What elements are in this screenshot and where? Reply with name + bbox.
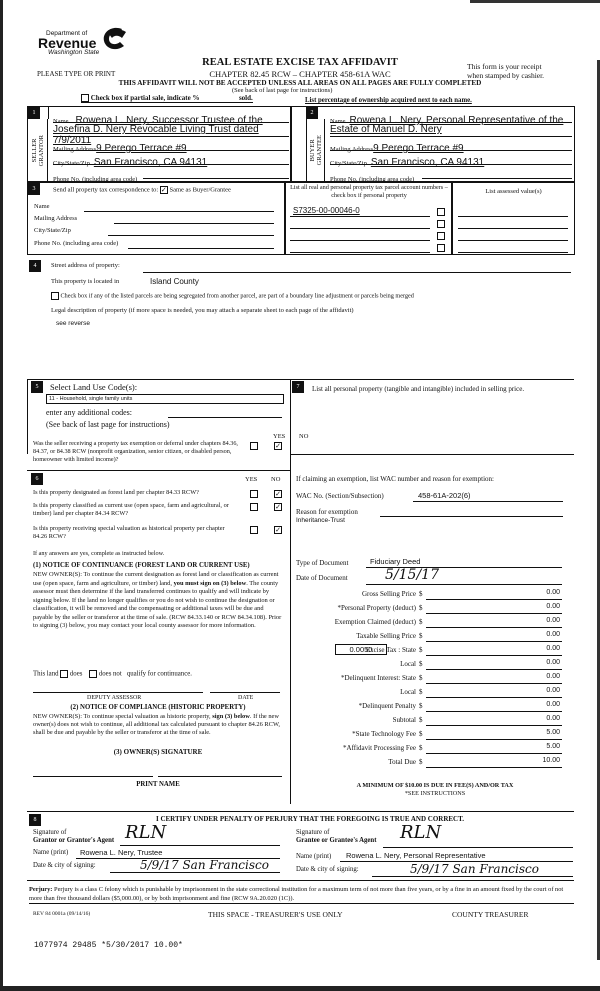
amount-row bbox=[296, 617, 566, 629]
amount-row bbox=[296, 659, 566, 671]
segregated-checkbox[interactable] bbox=[51, 292, 59, 300]
section-1-number: 1 bbox=[28, 107, 40, 119]
notice-continuance-text-b: . The county assessor must then determine if the land transferred continues to qualify and will indicate by signing below. If the land no longer qualifies or you do not wish to continue the designation or classification, it will be removed and the compensating or additional taxes will be due and payable by the seller or transferor at the time of sale. (RCW 84.33.140 or RCW 84.34.108). Prior to signing (3) below, you may contact your local county assessor for more information. bbox=[33, 579, 282, 629]
owner-signature-title: (3) OWNER(S) SIGNATURE bbox=[113, 748, 203, 756]
print-name-label: PRINT NAME bbox=[136, 781, 180, 788]
section-8-number: 8 bbox=[29, 814, 41, 826]
notice-compliance-text-b: . If the new owner(s) does not wish to continue, all additional tax calculated pursuant to chapter 84.26 RCW, shall be due and payable by the seller or transferor at the time of sale. bbox=[33, 713, 280, 736]
dollar-sign: $ bbox=[419, 674, 423, 682]
notice-continuance-bold: you must sign on (3) below bbox=[173, 579, 247, 587]
assessor-date-line[interactable] bbox=[210, 692, 280, 693]
reason-label: Reason for exemption bbox=[296, 508, 358, 516]
parcel-row bbox=[290, 218, 448, 229]
corr-name-label: Name bbox=[34, 203, 50, 210]
amount-row bbox=[296, 715, 566, 727]
does-label: does bbox=[69, 670, 83, 678]
grantee-label: GRANTEE bbox=[315, 135, 323, 166]
seller-phone-label: Phone No. (including area code) bbox=[53, 176, 138, 183]
buyer-city-label: City/State/Zip bbox=[330, 160, 367, 167]
dollar-sign: $ bbox=[419, 744, 423, 752]
personal-property-label: List all personal property (tangible and intangible) included in selling price. bbox=[312, 385, 525, 393]
section-3-number: 3 bbox=[28, 183, 40, 195]
amount-value[interactable]: 0.00 bbox=[546, 631, 560, 638]
seller-side-label bbox=[28, 119, 48, 182]
grantee-date-label: Date & city of signing: bbox=[296, 866, 359, 873]
sold-label: sold. bbox=[238, 94, 253, 102]
corr-city-field[interactable] bbox=[108, 235, 274, 236]
notice-compliance-title: (2) NOTICE OF COMPLIANCE (HISTORIC PROPERTY) bbox=[70, 704, 246, 711]
segregated-row bbox=[51, 292, 414, 300]
street-address-field[interactable] bbox=[143, 272, 571, 273]
form-title: REAL ESTATE EXCISE TAX AFFIDAVIT bbox=[202, 57, 398, 68]
parcel-row bbox=[290, 242, 448, 253]
does-checkbox[interactable] bbox=[60, 670, 68, 678]
grantor-label: GRANTOR bbox=[37, 134, 45, 167]
amount-label: Local bbox=[400, 660, 416, 668]
tax-correspondence-section bbox=[27, 182, 285, 255]
dor-swirl-icon bbox=[100, 26, 128, 52]
additional-codes-label: enter any additional codes: bbox=[46, 408, 132, 417]
assessor-date-label: DATE bbox=[238, 695, 254, 701]
assessed-value-field[interactable] bbox=[458, 240, 568, 241]
corr-mailing-label: Mailing Address bbox=[34, 215, 78, 222]
amount-row bbox=[296, 673, 566, 685]
grantee-name-label: Name (print) bbox=[296, 853, 332, 860]
notice-compliance-bold: sign (3) below bbox=[212, 713, 250, 720]
amount-value[interactable]: 0.00 bbox=[546, 715, 560, 722]
corr-mailing-field[interactable] bbox=[114, 223, 274, 224]
land-question-row bbox=[33, 502, 288, 522]
seller-name-line1: Rowena L. Nery, Successor Trustee of the bbox=[75, 115, 263, 126]
ownership-note: List percentage of ownership acquired next to each name. bbox=[305, 97, 472, 104]
amount-label: *Delinquent Interest: State bbox=[340, 674, 416, 682]
grantor-sig-label-2: Grantor or Grantor's Agent bbox=[33, 837, 115, 844]
corr-city-label: City/State/Zip bbox=[34, 227, 71, 234]
personal-property-checkbox[interactable] bbox=[437, 244, 445, 252]
seller-name-field[interactable] bbox=[53, 110, 289, 126]
grantor-signature: RLN bbox=[125, 822, 167, 843]
this-land-label: This land bbox=[33, 670, 59, 678]
amount-label: *Affidavit Processing Fee bbox=[343, 744, 416, 752]
owner-signature-line-2[interactable] bbox=[158, 776, 282, 777]
assessed-values-box bbox=[452, 182, 575, 255]
amount-label: Gross Selling Price bbox=[361, 590, 416, 598]
dollar-sign: $ bbox=[419, 590, 423, 598]
buyer-name-label: Name bbox=[330, 118, 346, 125]
land-question-no-checkbox[interactable]: ✓ bbox=[275, 526, 281, 534]
s6-no-header: NO bbox=[271, 476, 281, 483]
logo-line3: Washington State bbox=[48, 49, 100, 56]
grantee-signature-field[interactable] bbox=[383, 847, 573, 848]
buyer-label: BUYER bbox=[308, 139, 316, 162]
grantee-name[interactable]: Rowena L. Nery, Personal Representative bbox=[346, 851, 486, 860]
dollar-sign: $ bbox=[419, 618, 423, 626]
section-4-number: 4 bbox=[29, 260, 41, 272]
local-rate-box[interactable]: 0.0050 bbox=[335, 644, 387, 655]
correspondence-label: Send all property tax correspondence to: bbox=[53, 186, 159, 194]
completion-warning: THIS AFFIDAVIT WILL NOT BE ACCEPTED UNLESS ALL AREAS ON ALL PAGES ARE FULLY COMPLETED bbox=[118, 79, 482, 87]
legal-description-label: Legal description of property (if more space is needed, you may attach a separate sheet to each page of the affidavit) bbox=[51, 307, 354, 314]
amount-value[interactable]: 0.00 bbox=[546, 589, 560, 596]
wac-label: WAC No. (Section/Subsection) bbox=[296, 492, 384, 500]
wac-number[interactable]: 458-61A-202(6) bbox=[418, 491, 471, 500]
amount-value[interactable]: 0.00 bbox=[546, 659, 560, 666]
land-question-row bbox=[33, 525, 288, 545]
seller-label: SELLER bbox=[30, 138, 38, 163]
legal-description-value[interactable]: see reverse bbox=[56, 320, 90, 327]
parcel-number[interactable]: S7325-00-00046-0 bbox=[293, 206, 360, 215]
section-6-number: 6 bbox=[31, 473, 43, 485]
amount-label: Excise Tax : State bbox=[365, 646, 416, 654]
amount-value[interactable]: 10.00 bbox=[542, 757, 560, 764]
personal-property-checkbox[interactable] bbox=[437, 232, 445, 240]
partial-sale-label: Check box if partial sale, indicate % bbox=[90, 94, 200, 102]
amount-row bbox=[296, 603, 566, 615]
county-value[interactable]: Island County bbox=[150, 277, 199, 286]
does-not-label: does not bbox=[98, 670, 122, 678]
page-edge-bottom bbox=[0, 986, 600, 991]
form-chapter: CHAPTER 82.45 RCW – CHAPTER 458-61A WAC bbox=[209, 69, 391, 79]
seller-city-label: City/State/Zip bbox=[53, 160, 90, 167]
buyer-side-label bbox=[306, 119, 325, 182]
page-edge-top bbox=[470, 0, 600, 3]
notice-continuance-text bbox=[33, 571, 283, 631]
amount-value[interactable]: 5.00 bbox=[546, 743, 560, 750]
buyer-name-line2[interactable]: Estate of Manuel D. Nery bbox=[330, 124, 442, 135]
amount-row bbox=[296, 757, 566, 769]
amount-row bbox=[296, 701, 566, 713]
buyer-section bbox=[291, 106, 575, 182]
amount-value[interactable]: 0.00 bbox=[546, 687, 560, 694]
buyer-city: San Francisco, CA 94131 bbox=[370, 157, 485, 168]
located-label: This property is located in bbox=[51, 278, 120, 285]
exemption-question: Was the seller receiving a property tax exemption or deferral under chapters 84.36, 84.37, or 84.38 RCW (nonprofit organization, senior citizen, or disabled person, homeowner with limited income)? bbox=[33, 440, 238, 463]
same-as-buyer-checkbox[interactable]: ✓ bbox=[160, 186, 167, 194]
dollar-sign: $ bbox=[419, 646, 423, 654]
grantor-sig-label-1: Signature of bbox=[33, 829, 67, 836]
segregated-label: Check box if any of the listed parcels are being segregated from another parcel, are part of a boundary line adjustment or parcels being merged bbox=[60, 292, 414, 300]
exemption-yes-checkbox[interactable] bbox=[250, 442, 258, 450]
grantor-signature-field[interactable] bbox=[120, 845, 280, 846]
page-edge-left bbox=[0, 0, 3, 991]
buyer-mailing: 9 Perego Terrace #9 bbox=[373, 143, 464, 154]
assessed-header: List assessed value(s) bbox=[485, 188, 542, 195]
doc-type-value[interactable]: Fiduciary Deed bbox=[370, 557, 421, 566]
dor-logo bbox=[38, 30, 128, 56]
buyer-phone-label: Phone No. (including area code) bbox=[330, 176, 415, 183]
see-back-note: (See back of last page for instructions) bbox=[232, 87, 333, 94]
partial-sale-checkbox[interactable] bbox=[81, 94, 89, 102]
dollar-sign: $ bbox=[419, 632, 423, 640]
land-question-text: Is this property classified as current use (open space, farm and agricultural, or timber) land per chapter 84.34 RCW? bbox=[33, 502, 229, 517]
dollar-sign: $ bbox=[419, 716, 423, 724]
yes-header: YES bbox=[273, 433, 286, 440]
column-divider bbox=[290, 379, 291, 804]
grantor-date-city[interactable]: 5/9/17 San Francisco bbox=[140, 858, 269, 872]
notice-compliance-text-a: NEW OWNER(S): To continue special valuation as historic property, bbox=[33, 713, 211, 720]
dollar-sign: $ bbox=[419, 660, 423, 668]
does-not-checkbox[interactable] bbox=[89, 670, 97, 678]
if-yes-note: If any answers are yes, complete as instructed below. bbox=[33, 550, 165, 557]
land-question-yes-checkbox[interactable] bbox=[250, 490, 258, 498]
land-question-no-checkbox[interactable]: ✓ bbox=[275, 490, 281, 498]
minimum-due-note: A MINIMUM OF $10.00 IS DUE IN FEE(S) AND/OR TAX bbox=[356, 782, 514, 789]
amount-value[interactable]: 0.00 bbox=[546, 603, 560, 610]
receipt-stamp: 1077974 29485 *5/30/2017 10.00* bbox=[34, 941, 183, 950]
parcel-row bbox=[290, 206, 448, 217]
parcel-row bbox=[290, 230, 448, 241]
deputy-assessor-line[interactable] bbox=[33, 692, 203, 693]
doc-type-label: Type of Document bbox=[296, 559, 349, 567]
dollar-sign: $ bbox=[419, 730, 423, 738]
corr-name-field[interactable] bbox=[84, 211, 274, 212]
treasurer-use-label: THIS SPACE - TREASURER'S USE ONLY bbox=[208, 910, 343, 919]
form-id: REV 84 0001a (09/14/16) bbox=[33, 911, 91, 917]
amount-value[interactable]: 5.00 bbox=[546, 729, 560, 736]
personal-property-checkbox[interactable] bbox=[437, 208, 445, 216]
grantee-signature: RLN bbox=[400, 822, 442, 843]
assessed-value-field[interactable] bbox=[458, 228, 568, 229]
qualify-label: qualify for continuance. bbox=[126, 670, 192, 678]
logo-line2: Revenue bbox=[38, 35, 97, 51]
amount-label: Total Due bbox=[388, 758, 416, 766]
grantor-name-label: Name (print) bbox=[33, 849, 69, 856]
section-7-number: 7 bbox=[292, 381, 304, 393]
owner-signature-line-1[interactable] bbox=[33, 776, 153, 777]
receipt-note-2: when stamped by cashier. bbox=[467, 71, 545, 80]
receipt-note-1: This form is your receipt bbox=[467, 62, 542, 71]
amount-label: Taxable Selling Price bbox=[356, 632, 416, 640]
dollar-sign: $ bbox=[419, 688, 423, 696]
amount-row bbox=[296, 729, 566, 741]
same-as-buyer-label: Same as Buyer/Grantee bbox=[169, 186, 231, 194]
seller-section bbox=[27, 106, 291, 182]
seller-city: San Francisco, CA 94131 bbox=[93, 157, 208, 168]
amount-row bbox=[296, 631, 566, 643]
land-use-instructions: (See back of last page for instructions) bbox=[46, 420, 170, 429]
reason-value[interactable]: Inheritance-Trust bbox=[296, 517, 345, 524]
additional-codes-field[interactable] bbox=[168, 417, 282, 418]
no-header: NO bbox=[299, 433, 309, 440]
see-instructions-note: *SEE INSTRUCTIONS bbox=[404, 790, 466, 797]
perjury-notice bbox=[29, 886, 574, 904]
continuance-row bbox=[33, 670, 192, 678]
dollar-sign: $ bbox=[419, 758, 423, 766]
notice-continuance-text-a: NEW OWNER(S): To continue the current designation as forest land or classification as current use (open space, farm and agriculture, or timber) land, bbox=[33, 571, 279, 587]
county-treasurer-label: COUNTY TREASURER bbox=[452, 910, 529, 919]
correspondence-row bbox=[53, 186, 231, 194]
amount-label: Subtotal bbox=[392, 716, 416, 724]
section-2-number: 2 bbox=[306, 107, 318, 119]
land-use-code-field[interactable]: 11 - Household, single family units bbox=[46, 394, 284, 404]
perjury-text: Perjury is a class C felony which is punishable by imprisonment in the state correctional institution for a maximum term of not more than five years, or by a fine in an amount fixed by the court of not more than five thousand dollars ($5,000.00), or by both imprisonment and fine (RCW 9A.20.020 (1C)). bbox=[29, 886, 564, 902]
grantor-name[interactable]: Rowena L. Nery, Trustee bbox=[80, 848, 163, 857]
street-address-label: Street address of property: bbox=[51, 262, 120, 269]
deputy-assessor-label: DEPUTY ASSESSOR bbox=[87, 695, 142, 701]
seller-name-line2[interactable]: Josefina D. Nery Revocable Living Trust dated 7/9/2011 bbox=[53, 124, 259, 146]
doc-date-value[interactable]: 5/15/17 bbox=[385, 567, 439, 583]
parcel-numbers-box bbox=[285, 182, 452, 255]
partial-sale bbox=[81, 94, 253, 103]
personal-property-checkbox[interactable] bbox=[437, 220, 445, 228]
corr-phone-label: Phone No. (including area code) bbox=[34, 240, 119, 247]
perjury-bold: Perjury: bbox=[29, 886, 53, 893]
amount-label: *Delinquent Penalty bbox=[358, 702, 416, 710]
amount-value[interactable]: 0.00 bbox=[546, 645, 560, 652]
parcel-header: List all real and personal property tax parcel account numbers – check box if personal property bbox=[290, 184, 448, 199]
grantee-sig-label-2: Grantee or Grantee's Agent bbox=[296, 837, 377, 844]
grantee-sig-label-1: Signature of bbox=[296, 829, 330, 836]
notice-compliance-text bbox=[33, 713, 283, 737]
please-type-note: PLEASE TYPE OR PRINT bbox=[37, 70, 116, 78]
seller-name-label: Name bbox=[53, 118, 69, 125]
exemption-no-checkbox[interactable]: ✓ bbox=[275, 442, 281, 450]
amount-row bbox=[296, 743, 566, 755]
buyer-name-line1: Rowena L. Nery, Personal Representative of the bbox=[349, 115, 564, 126]
seller-mailing: 9 Perego Terrace #9 bbox=[96, 143, 187, 154]
notice-continuance-title: (1) NOTICE OF CONTINUANCE (FOREST LAND OR CURRENT USE) bbox=[33, 562, 250, 569]
logo-line1: Department of bbox=[46, 30, 88, 37]
amount-label: *Personal Property (deduct) bbox=[337, 604, 416, 612]
buyer-mailing-label: Mailing Address bbox=[330, 146, 374, 153]
amount-value[interactable]: 0.00 bbox=[546, 673, 560, 680]
dollar-sign: $ bbox=[419, 702, 423, 710]
s6-yes-header: YES bbox=[245, 476, 258, 483]
dollar-sign: $ bbox=[419, 604, 423, 612]
doc-date-label: Date of Document bbox=[296, 574, 348, 582]
certify-statement: I CERTIFY UNDER PENALTY OF PERJURY THAT THE FOREGOING IS TRUE AND CORRECT. bbox=[155, 815, 464, 823]
land-use-title: Select Land Use Code(s): bbox=[50, 382, 138, 392]
exemption-claim-label: If claiming an exemption, list WAC number and reason for exemption: bbox=[296, 475, 494, 483]
grantor-date-label: Date & city of signing: bbox=[33, 862, 96, 869]
grantee-date-city[interactable]: 5/9/17 San Francisco bbox=[410, 862, 539, 876]
assessed-value-field[interactable] bbox=[458, 216, 568, 217]
amount-row bbox=[296, 687, 566, 699]
land-question-yes-checkbox[interactable] bbox=[250, 503, 258, 511]
seller-mailing-label: Mailing Address bbox=[53, 146, 97, 153]
land-question-text: Is this property receiving special valuation as historical property per chapter 84.26 RCW? bbox=[33, 525, 225, 540]
corr-phone-field[interactable] bbox=[128, 248, 274, 249]
amount-value[interactable]: 0.00 bbox=[546, 617, 560, 624]
amount-label: Exemption Claimed (deduct) bbox=[334, 618, 416, 626]
assessed-value-field[interactable] bbox=[458, 252, 568, 253]
land-question-text: Is this property designated as forest land per chapter 84.33 RCW? bbox=[33, 489, 199, 496]
amount-label: *State Technology Fee bbox=[352, 730, 416, 738]
amount-value[interactable]: 0.00 bbox=[546, 701, 560, 708]
land-question-yes-checkbox[interactable] bbox=[250, 526, 258, 534]
section-5-number: 5 bbox=[31, 381, 43, 393]
amount-label: Local bbox=[400, 688, 416, 696]
land-question-no-checkbox[interactable]: ✓ bbox=[275, 503, 281, 511]
amount-row bbox=[296, 589, 566, 601]
